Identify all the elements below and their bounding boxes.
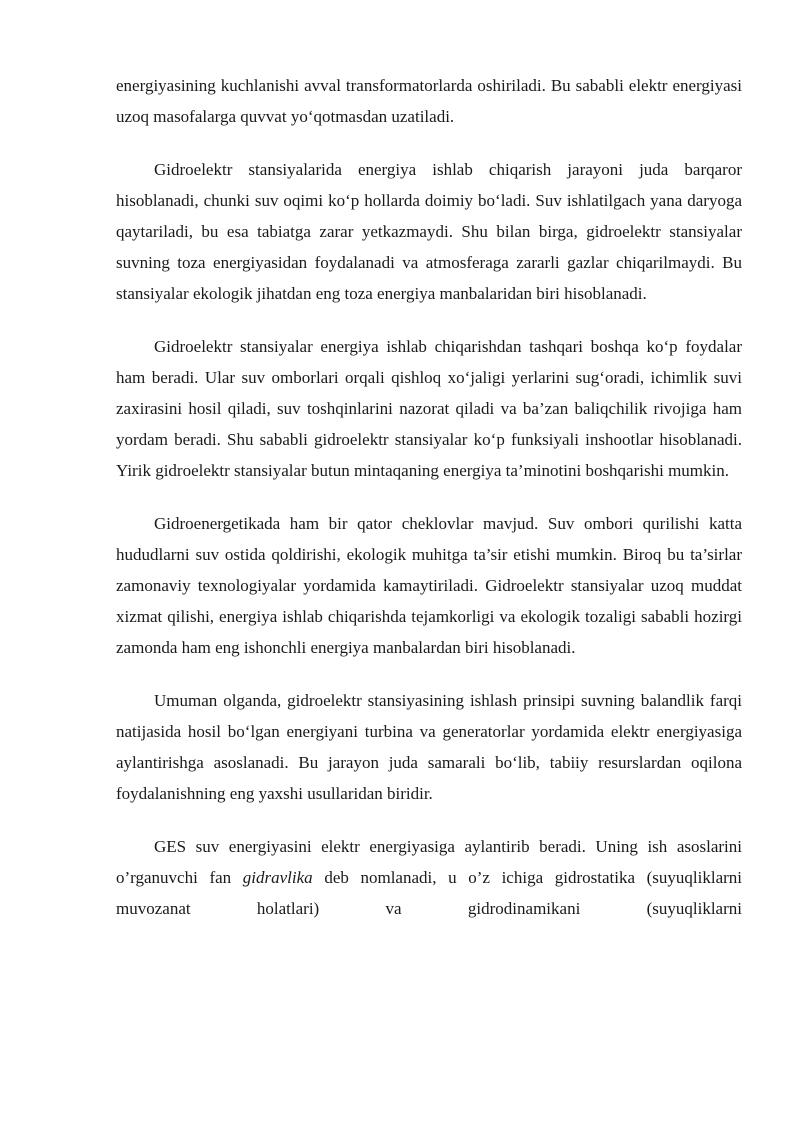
paragraph-4: Gidroenergetikada ham bir qator cheklovlar mavjud. Suv ombori qurilishi katta hududlarni suv ostida qoldirishi, ekologik muhitga ta’sir etishi mumkin. Biroq bu ta’sirlar zamonaviy texnologiyalar yordamida kamaytiriladi. Gidroelektr stansiyalar uzoq muddat xizmat qilishi, energiya ishlab chiqarishda tejamkorligi va ekologik tozaligi sababli hozirgi zamonda ham eng ishonchli energiya manbalardan biri hisoblanadi. [116,514,742,657]
paragraph-1: energiyasining kuchlanishi avval transformatorlarda oshiriladi. Bu sababli elektr energiyasi uzoq masofalarga quvvat yo‘qotmasdan uzatiladi. [116,76,742,126]
paragraph-6-text-after: deb nomlanadi, u o’z ichiga gidrostatika (suyuqliklarni muvozanat holatlari) va gidrodinamikani (suyuqliklarni [116,868,742,918]
paragraph-3: Gidroelektr stansiyalar energiya ishlab chiqarishdan tashqari boshqa ko‘p foydalar ham beradi. Ular suv omborlari orqali qishloq xo‘jaligi yerlarini sug‘oradi, ichimlik suvi zaxirasini hosil qiladi, suv toshqinlarini nazorat qiladi va ba’zan baliqchilik rivojiga ham yordam beradi. Shu sababli gidroelektr stansiyalar ko‘p funksiyali inshootlar hisoblanadi. Yirik gidroelektr stansiyalar butun mintaqaning energiya ta’minotini boshqarishi mumkin. [116,337,742,480]
document-page [116,70,742,924]
paragraph-6-emphasis: gidravlika [242,868,313,887]
paragraph-6-text-before: GES suv energiyasini elektr energiyasiga aylantirib beradi. Uning ish asoslarini o’rganuvchi fan [116,837,742,887]
paragraph-5: Umuman olganda, gidroelektr stansiyasining ishlash prinsipi suvning balandlik farqi natijasida hosil bo‘lgan energiyani turbina va generatorlar yordamida elektr energiyasiga aylantirishga asoslanadi. Bu jarayon juda samarali bo‘lib, tabiiy resurslardan oqilona foydalanishning eng yaxshi usullaridan biridir. [116,691,742,803]
paragraph-2: Gidroelektr stansiyalarida energiya ishlab chiqarish jarayoni juda barqaror hisoblanadi, chunki suv oqimi ko‘p hollarda doimiy bo‘ladi. Suv ishlatilgach yana daryoga qaytariladi, bu esa tabiatga zarar yetkazmaydi. Shu bilan birga, gidroelektr stansiyalar suvning toza energiyasidan foydalanadi va atmosferaga zararli gazlar chiqarilmaydi. Bu stansiyalar ekologik jihatdan eng toza energiya manbalaridan biri hisoblanadi. [116,160,742,303]
paragraph-6 [116,831,742,924]
